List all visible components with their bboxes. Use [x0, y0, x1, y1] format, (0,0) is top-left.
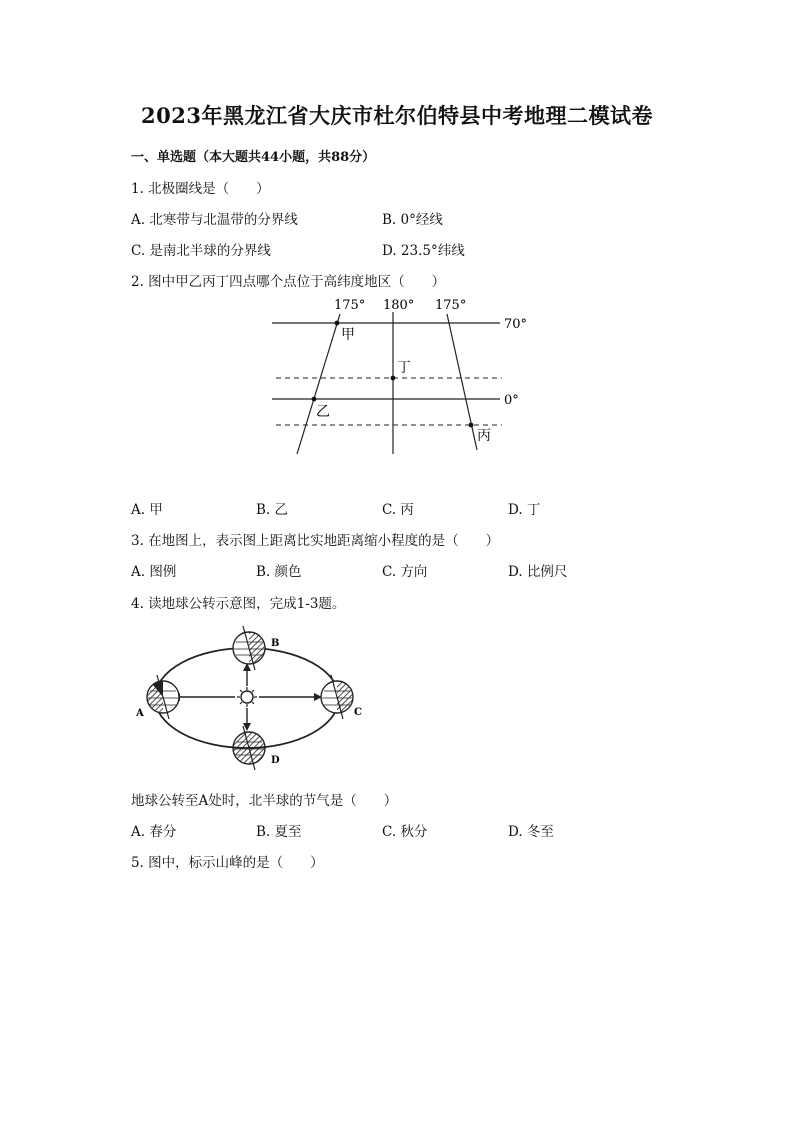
- q4-option-d[interactable]: D. 冬至: [508, 824, 554, 840]
- label-point-ding: 丁: [397, 360, 411, 376]
- label-b: B: [271, 638, 280, 649]
- q1-option-a[interactable]: A. 北寒带与北温带的分界线: [131, 212, 298, 228]
- question-4-stem: 4. 读地球公转示意图，完成1-3题。: [131, 596, 346, 612]
- q2-option-c[interactable]: C. 丙: [382, 502, 414, 518]
- q2-option-d[interactable]: D. 丁: [508, 502, 541, 518]
- meridian-left: [297, 314, 340, 454]
- question-4-sub: 地球公转至A处时，北半球的节气是（ ）: [131, 793, 398, 809]
- label-lon-right: 175°: [435, 298, 467, 313]
- page-title: 2023年黑龙江省大庆市杜尔伯特县中考地理二模试卷: [141, 103, 653, 128]
- label-point-bing: 丙: [477, 428, 491, 444]
- q4-option-b[interactable]: B. 夏至: [256, 824, 302, 840]
- point-bing: [469, 423, 474, 428]
- earth-position-a: [147, 675, 179, 719]
- sun-icon: [237, 687, 257, 707]
- question-3-stem: 3. 在地图上，表示图上距离比实地距离缩小程度的是（ ）: [131, 533, 500, 549]
- q4-option-c[interactable]: C. 秋分: [382, 824, 428, 840]
- q1-option-d[interactable]: D. 23.5°纬线: [382, 243, 465, 259]
- q3-option-b[interactable]: B. 颜色: [256, 564, 302, 580]
- q2-option-a[interactable]: A. 甲: [131, 502, 163, 518]
- question-1-stem: 1. 北极圈线是（ ）: [131, 181, 270, 197]
- section-heading: 一、单选题（本大题共44小题，共88分）: [131, 150, 376, 165]
- point-yi: [312, 397, 317, 402]
- latitude-longitude-grid-figure: [260, 292, 540, 462]
- label-a: A: [136, 708, 144, 719]
- question-2-stem: 2. 图中甲乙丙丁四点哪个点位于高纬度地区（ ）: [131, 274, 446, 290]
- label-lat-mid: 0°: [504, 393, 519, 408]
- q3-option-c[interactable]: C. 方向: [382, 564, 428, 580]
- earth-position-d: [233, 726, 265, 770]
- question-5-stem: 5. 图中，标示山峰的是（ ）: [131, 855, 324, 871]
- earth-position-c: [321, 675, 353, 719]
- meridian-right: [447, 314, 477, 450]
- label-lon-left: 175°: [334, 298, 366, 313]
- label-point-jia: 甲: [341, 327, 355, 343]
- label-lon-mid: 180°: [383, 298, 415, 313]
- earth-revolution-figure: [130, 622, 380, 774]
- label-d: D: [271, 755, 280, 766]
- q3-option-d[interactable]: D. 比例尺: [508, 564, 568, 580]
- label-c: C: [354, 707, 362, 718]
- q1-option-b[interactable]: B. 0°经线: [382, 212, 443, 228]
- q3-option-a[interactable]: A. 图例: [131, 564, 177, 580]
- label-point-yi: 乙: [316, 404, 330, 420]
- q1-option-c[interactable]: C. 是南北半球的分界线: [131, 243, 271, 259]
- point-ding: [391, 376, 396, 381]
- earth-position-b: [233, 626, 265, 670]
- point-jia: [335, 321, 340, 326]
- q4-option-a[interactable]: A. 春分: [131, 824, 177, 840]
- q2-option-b[interactable]: B. 乙: [256, 502, 289, 518]
- label-lat-top: 70°: [504, 317, 528, 332]
